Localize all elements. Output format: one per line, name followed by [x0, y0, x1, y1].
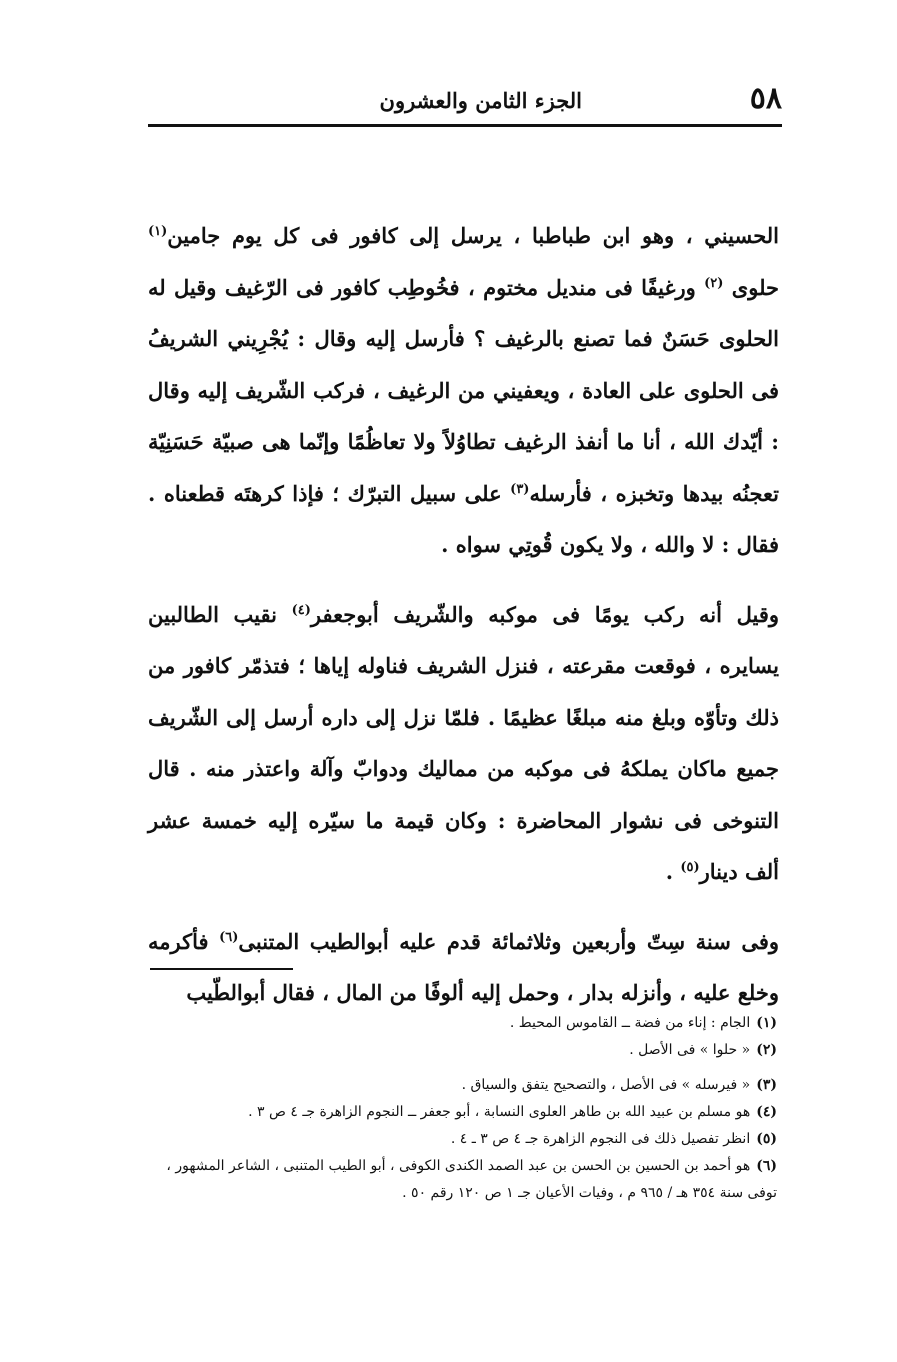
footnote-number: (٤): [756, 1104, 777, 1120]
footnote: [150, 1037, 779, 1064]
footnote-text: هو أحمد بن الحسين بن الحسن بن عبد الصمد الكندى الكوفى ، أبو الطيب المتنبى ، الشاعر المشهور ، توفى سنة ٣٥٤ هـ / ٩٦٥ م ، وفيات الأعيان جـ ١ ص ١٢٠ رقم ٥٠ .: [166, 1158, 777, 1201]
text-segment: نقيب الطالبين يسايره ، فوقعت مقرعته ، فنزل الشريف فناوله إياها ؛ فتذمّر كافور من ذلك وتأوّه وبلغ منه مبلغًا عظيمًا . فلمّا نزل إلى داره أرسل إلى الشّريف جميع ماكان يملكهُ فى موكبه من مماليك ودوابّ وآلة واعتذر منه . قال التنوخى فى نشوار المحاضرة : وكان قيمة ما سيّره إليه خمسة عشر ألف دينار: [148, 601, 779, 884]
footnote-number: (٥): [756, 1131, 777, 1147]
text-segment: وفى سنة سِتّ وأربعين وثلاثمائة قدم عليه أبوالطيب المتنبى: [238, 928, 779, 954]
footnote-ref: (٦): [219, 929, 239, 945]
paragraph: [148, 210, 779, 571]
footnote: [150, 1072, 779, 1099]
paragraph: [148, 589, 779, 898]
text-segment: على سبيل التبرّك ؛ فإذا كرهتَه قطعناه . فقال : لا والله ، ولا يكون قُوتِي سواه .: [148, 480, 779, 557]
footnote-ref: (٣): [510, 481, 530, 497]
text-segment: الحسيني ، وهو ابن طباطبا ، يرسل إلى كافور فى كل يوم جامين: [167, 223, 779, 248]
text-segment: حلوى: [723, 274, 779, 300]
footnote-separator: [150, 968, 293, 970]
footnotes: [150, 1010, 779, 1207]
footnote-number: (١): [756, 1015, 777, 1031]
footnote-ref: (٥): [680, 860, 700, 875]
footnote-text: هو مسلم بن عبيد الله بن طاهر العلوى النسابة ، أبو جعفر ــ النجوم الزاهرة جـ ٤ ص ٣ .: [248, 1104, 751, 1120]
footnote-text: « حلوا » فى الأصل .: [629, 1042, 751, 1058]
text-segment: فأكرمه وخلع عليه ، وأنزله بدار ، وحمل إليه ألوفًا من المال ، فقال أبوالطّيب: [148, 928, 779, 1005]
footnote-number: (٢): [756, 1042, 777, 1058]
footnote: [150, 1126, 779, 1153]
footnote-ref: (١): [148, 224, 168, 239]
footnote: [150, 1010, 779, 1037]
page-number: ٥٨: [749, 81, 782, 116]
footnote-ref: (٢): [704, 275, 724, 291]
footnote-text: انظر تفصيل ذلك فى النجوم الزاهرة جـ ٤ ص ٣ ـ ٤ .: [450, 1131, 751, 1147]
page-header: [148, 80, 782, 127]
text-segment: ورغيفًا فى منديل مختوم ، فخُوطِب كافور فى الرّغيف وقيل له الحلوى حَسَنٌ فما تصنع بالرغيف ؟ فأرسل إليه وقال : يُجْرِيني الشريفُ فى الحلوى على العادة ، ويعفيني من الرغيف ، فركب الشّريف إليه وقال : أيّدك الله ، أنا ما أنفذ الرغيف تطاوُلاً ولا تعاظُمًا وإنّما هى صبيّة حَسَنِيّة تعجنُه بيدها وتخبزه ، فأرسله: [148, 274, 779, 506]
footnote-text: الجام : إناء من فضة ــ القاموس المحيط .: [509, 1015, 751, 1031]
paragraph: [148, 916, 779, 1019]
footnote: [150, 1153, 779, 1207]
footnote-ref: (٤): [291, 602, 311, 618]
main-text: [148, 210, 779, 1019]
footnote-number: (٦): [756, 1158, 777, 1174]
footnote-number: (٣): [756, 1077, 777, 1093]
footnote: [150, 1099, 779, 1126]
text-segment: .: [665, 859, 681, 884]
text-segment: وقيل أنه ركب يومًا فى موكبه والشّريف أبوجعفر: [310, 601, 779, 627]
running-title: الجزء الثامن والعشرون: [379, 88, 582, 113]
footnote-text: « فيرسله » فى الأصل ، والتصحيح يتفق والسياق .: [461, 1077, 751, 1093]
